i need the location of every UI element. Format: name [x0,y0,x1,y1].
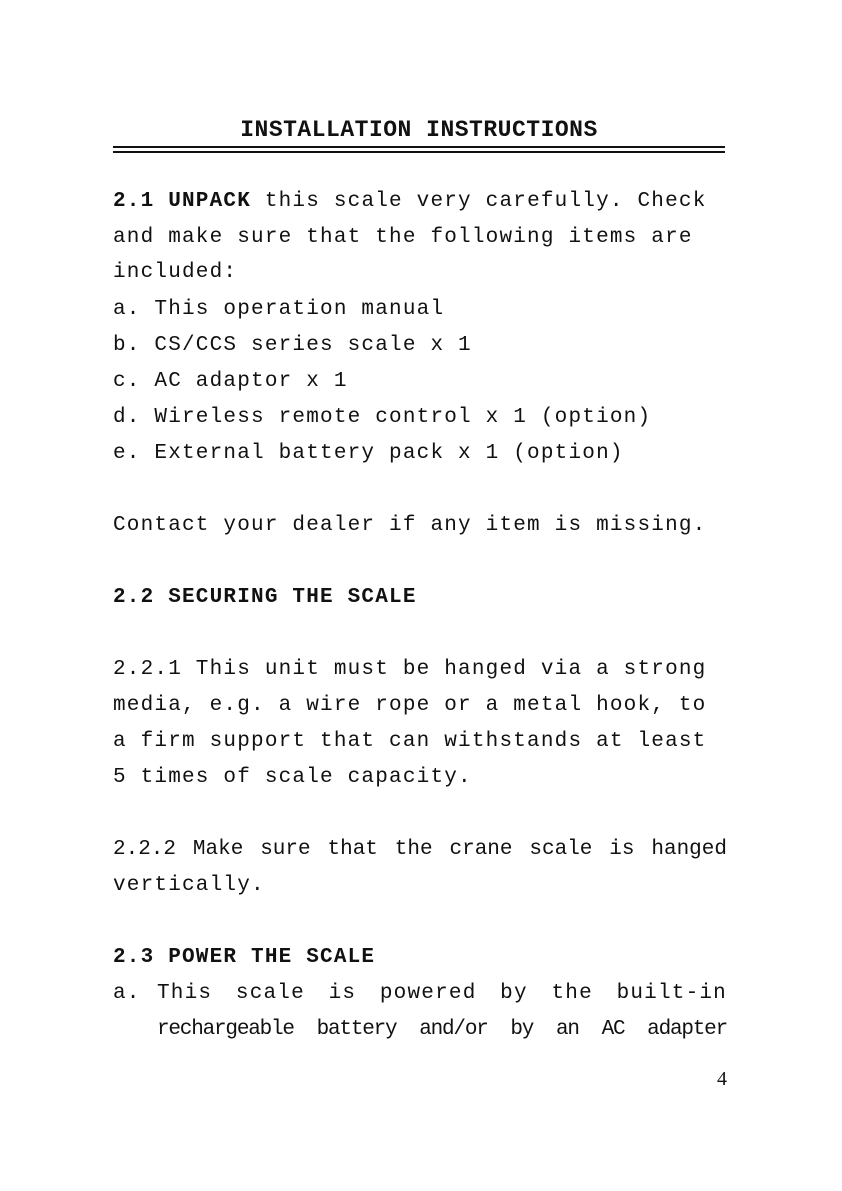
section-2-1-first-line [113,188,727,216]
section-2-3-heading: 2.3 POWER THE SCALE [113,946,376,969]
section-2-3-item-a-line2: rechargeable battery and/or by an AC adapter [157,1018,727,1041]
section-2-1-heading: 2.1 UNPACK [113,190,252,213]
section-2-1-line1-text: this scale very carefully. Check [251,190,707,213]
section-2-3-item-a-label: a. [113,982,141,1005]
section-2-2-2-line: 2.2.2 Make sure that the crane scale is hanged [113,838,727,861]
list-item: d. Wireless remote control x 1 (option) [113,406,652,429]
contact-note: Contact your dealer if any item is missing. [113,514,707,537]
section-2-3-item-a-line1: This scale is powered by the built-in [157,982,727,1005]
section-2-2-1-line: 5 times of scale capacity. [113,766,472,789]
list-item: e. External battery pack x 1 (option) [113,442,624,465]
list-item: b. CS/CCS series scale x 1 [113,334,472,357]
title-underline-bottom [113,151,725,153]
section-2-1-line2: and make sure that the following items are [113,226,693,249]
title-underline-top [113,146,725,148]
list-item: a. This operation manual [113,298,445,321]
section-2-1-line3: included: [113,261,238,284]
section-2-2-2-line: vertically. [113,874,265,897]
section-2-2-heading: 2.2 SECURING THE SCALE [113,586,417,609]
section-2-2-1-line: media, e.g. a wire rope or a metal hook, to [113,694,707,717]
section-2-2-1-line: a firm support that can withstands at least [113,730,707,753]
list-item: c. AC adaptor x 1 [113,370,348,393]
section-2-2-1-line: 2.2.1 This unit must be hanged via a strong [113,658,707,681]
page-title: INSTALLATION INSTRUCTIONS [240,117,598,143]
page-number: 4 [717,1068,727,1090]
